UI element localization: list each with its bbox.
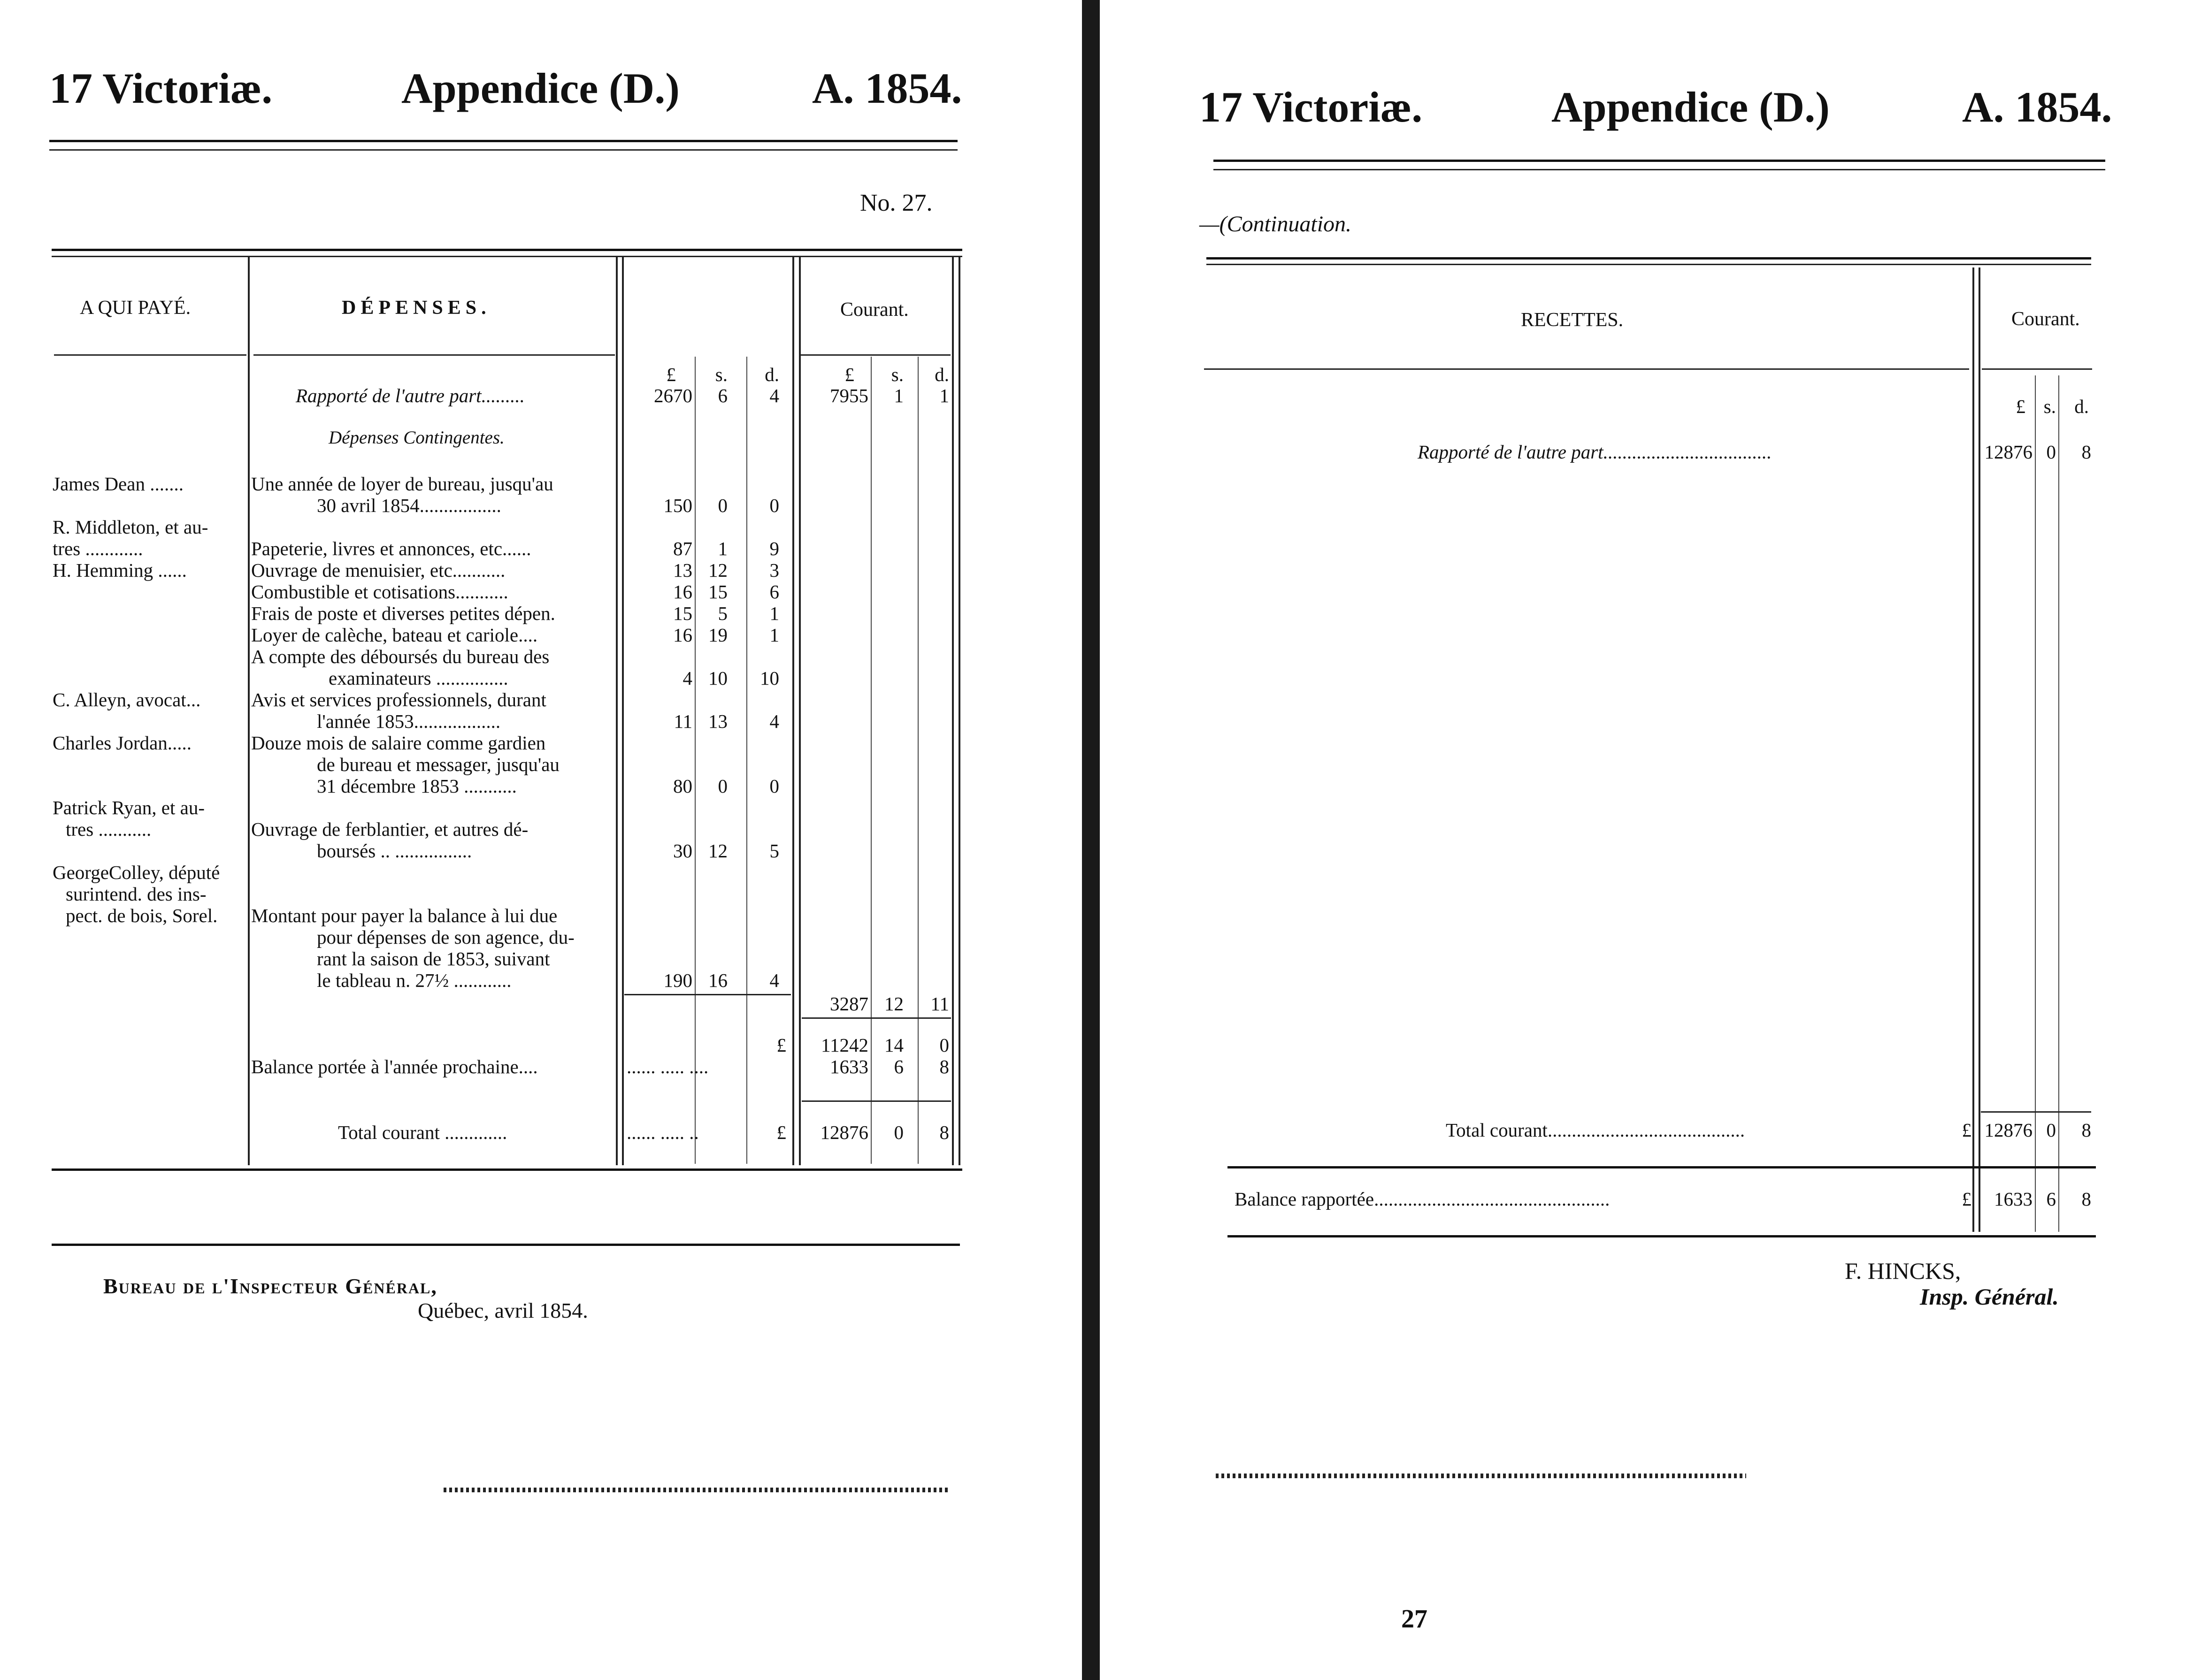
amount-pounds: 190 xyxy=(663,970,692,991)
header-rule xyxy=(49,140,958,142)
doc-number: No. 27. xyxy=(860,190,933,216)
amount-shillings: 13 xyxy=(708,710,728,732)
page-number: 27 xyxy=(1401,1604,1427,1634)
balance-label: Balance rapportée................................................. xyxy=(1235,1188,1610,1210)
expense-line: 31 décembre 1853 ........... xyxy=(317,775,517,797)
amount-shillings: 5 xyxy=(718,603,728,624)
amount-pounds: 11 xyxy=(674,710,692,732)
header-session: 17 Victoriæ. xyxy=(1199,83,1423,131)
col-header-payee: A QUI PAYÉ. xyxy=(80,297,191,319)
payee: Charles Jordan..... xyxy=(53,732,192,754)
section-title: Dépenses Contingentes. xyxy=(329,428,505,448)
amount-shillings: 12 xyxy=(708,559,728,581)
balance-shillings: 6 xyxy=(2046,1188,2056,1210)
total-pounds: 12876 xyxy=(1984,1119,2033,1141)
header-rule-thin xyxy=(49,149,958,151)
unit-shilling: s. xyxy=(2043,396,2056,417)
office-line2: Québec, avril 1854. xyxy=(418,1298,588,1322)
table-bottom-rule xyxy=(52,1168,962,1171)
amount-shillings: 19 xyxy=(708,624,728,646)
payee: James Dean ....... xyxy=(53,473,184,495)
amount-pence: 0 xyxy=(769,775,779,797)
amount-pence: 5 xyxy=(769,840,779,862)
total-pence: 8 xyxy=(2081,1119,2091,1141)
col-header-current: Courant. xyxy=(2011,308,2080,330)
brought-forward-pounds: 12876 xyxy=(1984,441,2033,463)
balance-pence: 8 xyxy=(2081,1188,2091,1210)
col-divider xyxy=(248,257,250,1165)
payee: C. Alleyn, avocat... xyxy=(53,689,201,710)
unit-shilling: s. xyxy=(715,364,728,385)
expense-line: le tableau n. 27½ ............ xyxy=(317,970,512,991)
expense-line: Combustible et cotisations........... xyxy=(251,581,508,603)
total-pounds: 12876 xyxy=(820,1122,868,1143)
expense-line: boursés .. ................ xyxy=(317,840,472,862)
brought-forward-pounds: 2670 xyxy=(654,385,692,406)
unit-shilling-current: s. xyxy=(891,364,904,385)
right-page xyxy=(1108,0,2186,1680)
payee: H. Hemming ...... xyxy=(53,559,187,581)
expense-line: Ouvrage de ferblantier, et autres dé- xyxy=(251,818,529,840)
table-top-rule xyxy=(52,249,962,251)
amount-pounds: 4 xyxy=(683,667,692,689)
amount-pounds: 13 xyxy=(673,559,692,581)
balance-label: Balance portée à l'année prochaine.... xyxy=(251,1056,538,1077)
amount-shillings: 0 xyxy=(718,495,728,516)
expense-line: 30 avril 1854................. xyxy=(317,495,501,516)
closing-wavy-rule xyxy=(444,1488,951,1492)
amount-shillings: 12 xyxy=(708,840,728,862)
grand-pounds: 11242 xyxy=(821,1034,868,1056)
header-appendix: Appendice (D.) xyxy=(1551,83,1830,131)
balance-pound-sign: £ xyxy=(1962,1188,1971,1210)
brought-forward-cur-pounds: 7955 xyxy=(830,385,868,406)
expense-line: rant la saison de 1853, suivant xyxy=(317,948,550,970)
expense-line: A compte des déboursés du bureau des xyxy=(251,646,550,667)
brought-forward-shillings: 0 xyxy=(2046,441,2056,463)
continuation: —(Continuation. xyxy=(1199,212,1352,237)
payee: Patrick Ryan, et au- xyxy=(53,797,205,818)
expense-line: pour dépenses de son agence, du- xyxy=(317,926,575,948)
expense-line: l'année 1853.................. xyxy=(317,710,501,732)
unit-pence-current: d. xyxy=(935,364,949,385)
subtotal-shillings: 12 xyxy=(884,993,904,1015)
subtotal-pence: 11 xyxy=(930,993,949,1015)
amount-pounds: 87 xyxy=(673,538,692,559)
amount-pence: 0 xyxy=(769,495,779,516)
total-label: Total courant ............. xyxy=(338,1122,507,1143)
grand-pence: 0 xyxy=(939,1034,949,1056)
amount-shillings: 0 xyxy=(718,775,728,797)
col-header-current: Courant. xyxy=(840,299,909,321)
total-shillings: 0 xyxy=(2046,1119,2056,1141)
expense-line: Avis et services professionnels, durant xyxy=(251,689,546,710)
amount-pounds: 15 xyxy=(673,603,692,624)
amount-pounds: 16 xyxy=(673,581,692,603)
grand-shillings: 14 xyxy=(884,1034,904,1056)
payee: R. Middleton, et au- xyxy=(53,516,208,538)
balance-pence: 8 xyxy=(939,1056,949,1077)
amount-pence: 9 xyxy=(769,538,779,559)
header-appendix: Appendice (D.) xyxy=(401,64,680,112)
balance-shillings: 6 xyxy=(894,1056,904,1077)
signature-name: F. HINCKS, xyxy=(1845,1258,1961,1284)
brought-forward-label: Rapporté de l'autre part......... xyxy=(296,385,525,406)
payee: tres ............ xyxy=(53,538,143,559)
balance-pounds: 1633 xyxy=(1994,1188,2033,1210)
amount-pounds: 80 xyxy=(673,775,692,797)
total-pound-sign: £ xyxy=(776,1122,786,1143)
header-session: 17 Victoriæ. xyxy=(49,64,273,112)
office-line1: Bureau de l'Inspecteur Général, xyxy=(103,1274,437,1298)
total-shillings: 0 xyxy=(894,1122,904,1143)
brought-forward-pence: 4 xyxy=(769,385,779,406)
total-dots: ...... ..... .. xyxy=(627,1122,699,1143)
expense-line: Frais de poste et diverses petites dépen. xyxy=(251,603,555,624)
subtotal-pounds: 3287 xyxy=(830,993,868,1015)
header-year: A. 1854. xyxy=(812,64,962,112)
amount-shillings: 16 xyxy=(708,970,728,991)
office-rule xyxy=(52,1244,960,1246)
unit-pence: d. xyxy=(2074,396,2089,417)
amount-pence: 1 xyxy=(769,603,779,624)
brought-forward-cur-pence: 1 xyxy=(939,385,949,406)
amount-pence: 10 xyxy=(760,667,779,689)
payee: pect. de bois, Sorel. xyxy=(66,905,218,926)
unit-pound: £ xyxy=(2016,396,2025,417)
expense-line: Papeterie, livres et annonces, etc...... xyxy=(251,538,531,559)
brought-forward-shillings: 6 xyxy=(718,385,728,406)
amount-shillings: 1 xyxy=(718,538,728,559)
closing-wavy-rule xyxy=(1216,1474,1746,1478)
unit-pence: d. xyxy=(765,364,779,385)
expense-line: Montant pour payer la balance à lui due xyxy=(251,905,558,926)
amount-pence: 6 xyxy=(769,581,779,603)
amount-pence: 3 xyxy=(769,559,779,581)
header-rule xyxy=(1213,160,2105,162)
expense-line: Loyer de calèche, bateau et cariole.... xyxy=(251,624,538,646)
brought-forward-pence: 8 xyxy=(2081,441,2091,463)
amount-pence: 4 xyxy=(769,970,779,991)
unit-pound-current: £ xyxy=(844,364,854,385)
expense-line: Ouvrage de menuisier, etc........... xyxy=(251,559,506,581)
expense-line: examinateurs ............... xyxy=(329,667,508,689)
payee: tres ........... xyxy=(66,818,152,840)
brought-forward-label: Rapporté de l'autre part................................... xyxy=(1418,441,1772,463)
signature-title: Insp. Général. xyxy=(1920,1283,2059,1310)
amount-pounds: 30 xyxy=(673,840,692,862)
expense-line: de bureau et messager, jusqu'au xyxy=(317,754,560,775)
balance-dots: ...... ..... .... xyxy=(627,1056,709,1077)
amount-pounds: 16 xyxy=(673,624,692,646)
balance-rule xyxy=(1227,1166,2096,1168)
col-header-expenses: DÉPENSES. xyxy=(342,297,491,319)
table-bottom-rule xyxy=(1227,1235,2096,1237)
table-top-rule xyxy=(1206,257,2091,260)
header-year: A. 1854. xyxy=(1962,83,2112,131)
amount-pounds: 150 xyxy=(663,495,692,516)
expense-line: Douze mois de salaire comme gardien xyxy=(251,732,546,754)
grand-pound-sign: £ xyxy=(776,1034,786,1056)
amount-pence: 1 xyxy=(769,624,779,646)
total-pence: 8 xyxy=(939,1122,949,1143)
balance-pounds: 1633 xyxy=(830,1056,868,1077)
col-header-receipts: RECETTES. xyxy=(1521,309,1624,331)
amount-shillings: 15 xyxy=(708,581,728,603)
payee: GeorgeColley, député xyxy=(53,862,220,883)
amount-pence: 4 xyxy=(769,710,779,732)
total-label: Total courant......................................... xyxy=(1446,1119,1745,1141)
amount-shillings: 10 xyxy=(708,667,728,689)
payee: surintend. des ins- xyxy=(66,883,207,905)
total-pound-sign: £ xyxy=(1962,1119,1971,1141)
expense-line: Une année de loyer de bureau, jusqu'au xyxy=(251,473,553,495)
brought-forward-cur-shillings: 1 xyxy=(894,385,904,406)
unit-pound: £ xyxy=(666,364,676,385)
